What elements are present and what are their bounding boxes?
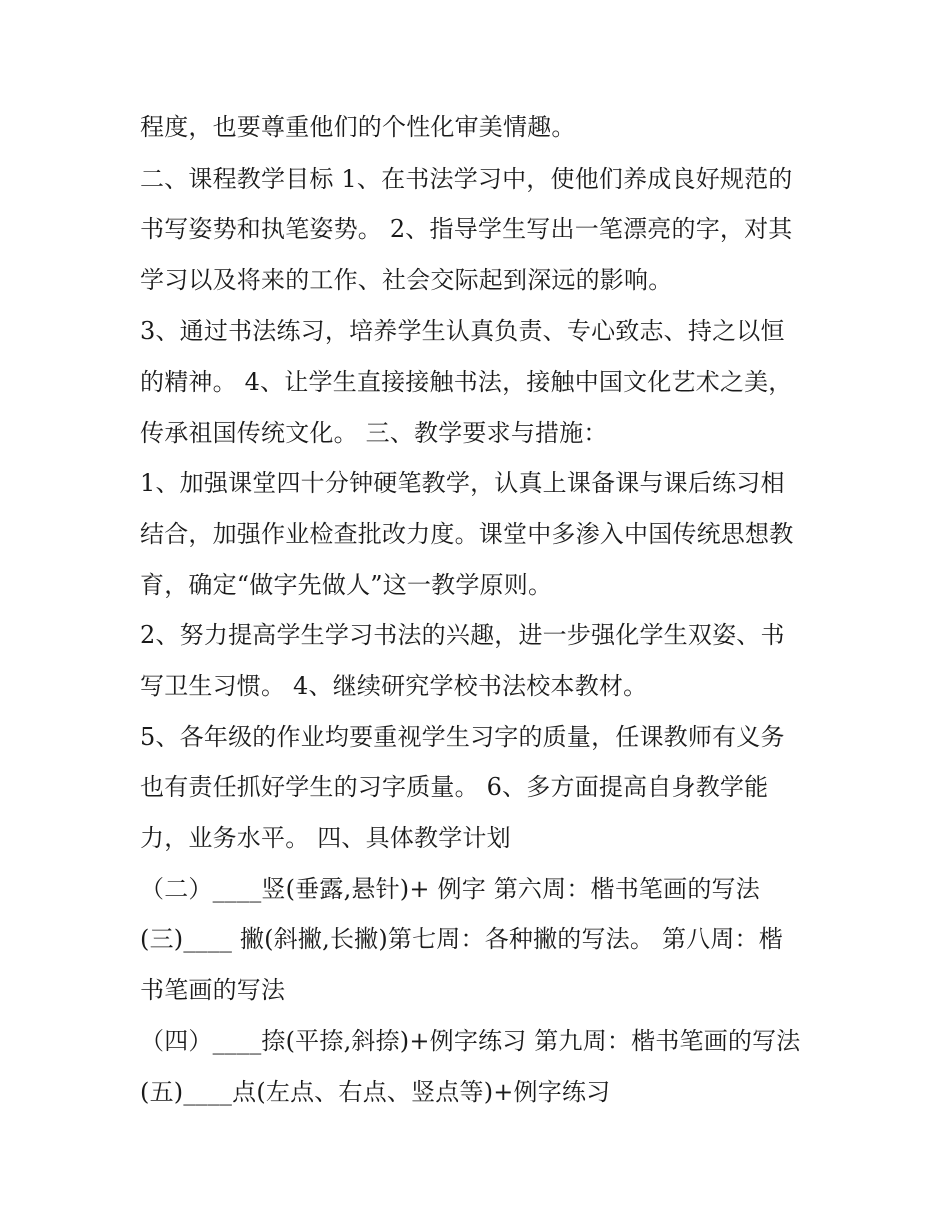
- text-line: （二）____竖(垂露,悬针)+ 例字 第六周：楷书笔画的写法: [140, 875, 760, 903]
- text-line: 书写姿势和执笔姿势。 2、指导学生写出一笔漂亮的字，对其: [140, 215, 793, 243]
- text-line: （四）____捺(平捺,斜捺)+例字练习 第九周：楷书笔画的写法: [140, 1027, 801, 1055]
- text-line: 书笔画的写法: [140, 976, 286, 1004]
- text-line: 的精神。 4、让学生直接接触书法，接触中国文化艺术之美，: [140, 368, 793, 396]
- text-line: 结合，加强作业检查批改力度。课堂中多渗入中国传统思想教: [140, 520, 794, 548]
- text-line: 程度，也要尊重他们的个性化审美情趣。: [140, 113, 576, 141]
- text-line: 传承祖国传统文化。 三、教学要求与措施：: [140, 419, 608, 447]
- text-line: 二、课程教学目标 1、在书法学习中，使他们养成良好规范的: [140, 165, 793, 193]
- text-line: 育，确定“做字先做人”这一教学原则。: [140, 571, 553, 599]
- text-line: 1、加强课堂四十分钟硬笔教学，认真上课备课与课后练习相: [140, 469, 785, 497]
- text-line: (三)____ 撇(斜撇,长撇)第七周：各种撇的写法。 第八周：楷: [140, 925, 783, 953]
- text-line: 力，业务水平。 四、具体教学计划: [140, 824, 511, 852]
- text-line: 写卫生习惯。 4、继续研究学校书法校本教材。: [140, 672, 648, 700]
- text-line: 3、通过书法练习，培养学生认真负责、专心致志、持之以恒: [140, 317, 785, 345]
- text-line: (五)____点(左点、右点、竖点等)+例字练习: [140, 1078, 611, 1106]
- text-line: 5、各年级的作业均要重视学生习字的质量，任课教师有义务: [140, 723, 785, 751]
- text-line: 学习以及将来的工作、社会交际起到深远的影响。: [140, 266, 673, 294]
- text-line: 也有责任抓好学生的习字质量。 6、多方面提高自身教学能: [140, 773, 769, 801]
- text-line: 2、努力提高学生学习书法的兴趣，进一步强化学生双姿、书: [140, 621, 785, 649]
